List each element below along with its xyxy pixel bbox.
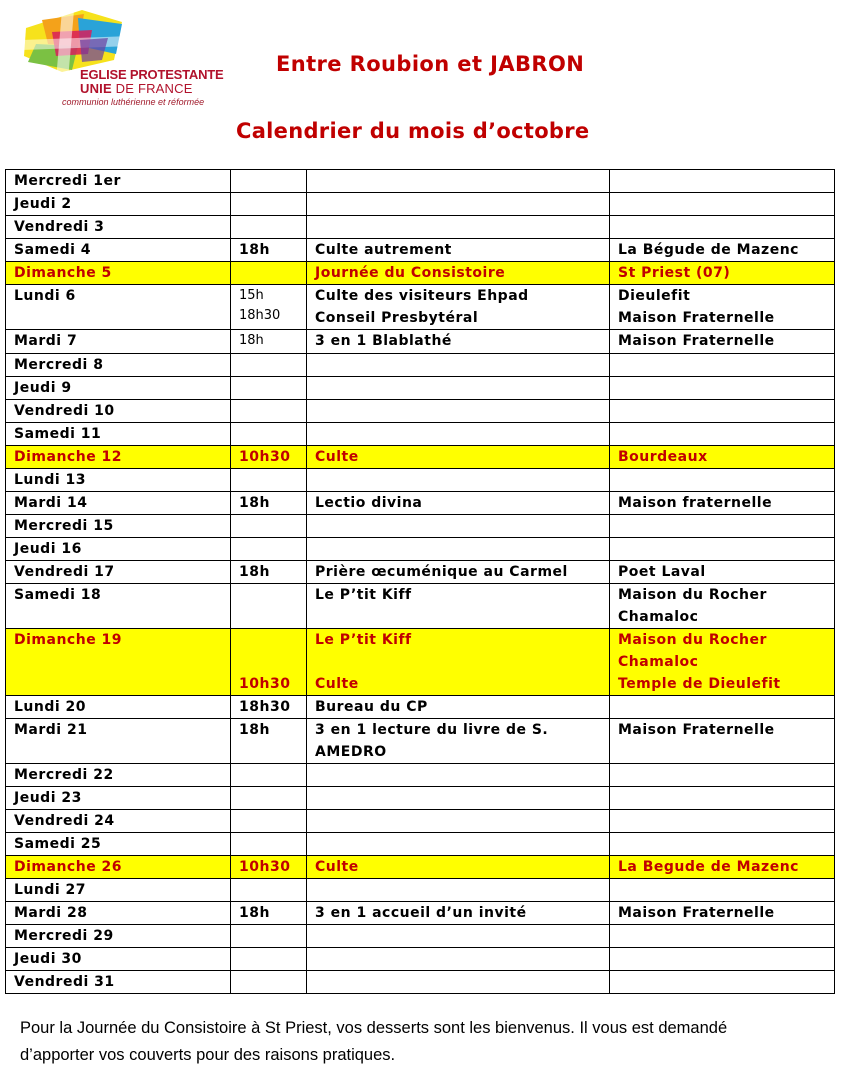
- event-cell: [307, 879, 610, 902]
- time-cell: [231, 354, 307, 377]
- table-row: [6, 810, 835, 833]
- time-cell: [231, 400, 307, 423]
- time-cell: [231, 538, 307, 561]
- time-cell: [231, 764, 307, 787]
- time-cell: 10h30: [231, 446, 307, 469]
- event-cell: [307, 833, 610, 856]
- table-row: [6, 856, 835, 879]
- event-cell: [307, 810, 610, 833]
- time-cell: [231, 515, 307, 538]
- time-cell: [231, 787, 307, 810]
- event-cell: Le P’tit Kiff Culte: [307, 629, 610, 696]
- table-row: [6, 423, 835, 446]
- place-cell: La Bégude de Mazenc: [610, 239, 835, 262]
- place-cell: St Priest (07): [610, 262, 835, 285]
- table-row: [6, 719, 835, 764]
- table-row: [6, 170, 835, 193]
- day-cell: Samedi 18: [6, 584, 231, 629]
- event-cell: [307, 170, 610, 193]
- table-row: [6, 400, 835, 423]
- place-cell: [610, 925, 835, 948]
- time-cell: 18h: [231, 239, 307, 262]
- place-cell: [610, 538, 835, 561]
- place-cell: Maison du Rocher Chamaloc Temple de Dieulefit: [610, 629, 835, 696]
- time-cell: [231, 377, 307, 400]
- day-cell: Lundi 20: [6, 696, 231, 719]
- table-row: [6, 285, 835, 330]
- day-cell: Lundi 27: [6, 879, 231, 902]
- event-cell: [307, 764, 610, 787]
- logo-line-2: UNIE DE FRANCE: [80, 81, 193, 96]
- event-cell: [307, 216, 610, 239]
- place-cell: [610, 971, 835, 994]
- day-cell: Jeudi 30: [6, 948, 231, 971]
- day-cell: Mercredi 1er: [6, 170, 231, 193]
- table-row: [6, 239, 835, 262]
- table-row: [6, 629, 835, 696]
- event-cell: 3 en 1 accueil d’un invité: [307, 902, 610, 925]
- time-cell: 10h30: [231, 856, 307, 879]
- table-row: [6, 764, 835, 787]
- event-cell: Culte: [307, 856, 610, 879]
- event-cell: [307, 971, 610, 994]
- day-cell: Samedi 4: [6, 239, 231, 262]
- day-cell: Jeudi 2: [6, 193, 231, 216]
- event-cell: Culte autrement: [307, 239, 610, 262]
- day-cell: Vendredi 24: [6, 810, 231, 833]
- table-row: [6, 492, 835, 515]
- place-cell: Poet Laval: [610, 561, 835, 584]
- time-cell: 18h: [231, 561, 307, 584]
- time-cell: [231, 879, 307, 902]
- event-cell: [307, 377, 610, 400]
- day-cell: Jeudi 9: [6, 377, 231, 400]
- time-cell: [231, 469, 307, 492]
- logo-line-1: EGLISE PROTESTANTE: [80, 67, 224, 82]
- day-cell: Mardi 14: [6, 492, 231, 515]
- time-cell: [231, 971, 307, 994]
- place-cell: [610, 377, 835, 400]
- time-cell: 18h: [231, 902, 307, 925]
- day-cell: Mardi 28: [6, 902, 231, 925]
- place-cell: [610, 354, 835, 377]
- table-row: [6, 262, 835, 285]
- place-cell: [610, 400, 835, 423]
- day-cell: Samedi 11: [6, 423, 231, 446]
- place-cell: [610, 810, 835, 833]
- table-row: [6, 696, 835, 719]
- place-cell: Maison Fraternelle: [610, 330, 835, 354]
- place-cell: [610, 216, 835, 239]
- event-cell: [307, 193, 610, 216]
- event-cell: [307, 423, 610, 446]
- footer-note: Pour la Journée du Consistoire à St Priest, vos desserts sont les bienvenus. Il vous est demandé d’apporter vos couverts pour des raisons pratiques.: [20, 1019, 728, 1064]
- place-cell: [610, 764, 835, 787]
- logo-tagline: communion luthérienne et réformée: [62, 97, 205, 107]
- day-cell: Mercredi 22: [6, 764, 231, 787]
- table-row: [6, 538, 835, 561]
- day-cell: Mardi 7: [6, 330, 231, 354]
- event-cell: Lectio divina: [307, 492, 610, 515]
- day-cell: Mercredi 29: [6, 925, 231, 948]
- place-cell: Dieulefit Maison Fraternelle: [610, 285, 835, 330]
- place-cell: [610, 948, 835, 971]
- place-cell: Maison Fraternelle: [610, 719, 835, 764]
- table-row: [6, 948, 835, 971]
- event-cell: [307, 400, 610, 423]
- time-cell: [231, 810, 307, 833]
- day-cell: Dimanche 5: [6, 262, 231, 285]
- table-row: [6, 446, 835, 469]
- time-cell: [231, 925, 307, 948]
- time-cell: [231, 170, 307, 193]
- event-cell: 3 en 1 Blablathé: [307, 330, 610, 354]
- event-cell: [307, 787, 610, 810]
- table-row: [6, 971, 835, 994]
- table-row: [6, 584, 835, 629]
- day-cell: Mercredi 15: [6, 515, 231, 538]
- day-cell: Mardi 21: [6, 719, 231, 764]
- time-cell: 18h: [231, 719, 307, 764]
- time-cell: [231, 216, 307, 239]
- logo: [22, 10, 262, 110]
- day-cell: Vendredi 3: [6, 216, 231, 239]
- event-cell: [307, 538, 610, 561]
- day-cell: Jeudi 16: [6, 538, 231, 561]
- place-cell: [610, 879, 835, 902]
- time-cell: 18h30: [231, 696, 307, 719]
- event-cell: Bureau du CP: [307, 696, 610, 719]
- event-cell: [307, 515, 610, 538]
- table-row: [6, 561, 835, 584]
- day-cell: Dimanche 26: [6, 856, 231, 879]
- time-cell: [231, 193, 307, 216]
- place-cell: [610, 423, 835, 446]
- event-cell: [307, 925, 610, 948]
- day-cell: Vendredi 17: [6, 561, 231, 584]
- place-cell: [610, 515, 835, 538]
- event-cell: Culte des visiteurs Ehpad Conseil Presbytéral: [307, 285, 610, 330]
- day-cell: Jeudi 23: [6, 787, 231, 810]
- place-cell: [610, 833, 835, 856]
- time-cell: 10h30: [231, 629, 307, 696]
- day-cell: Dimanche 19: [6, 629, 231, 696]
- place-cell: [610, 787, 835, 810]
- place-cell: [610, 696, 835, 719]
- table-row: [6, 377, 835, 400]
- place-cell: Bourdeaux: [610, 446, 835, 469]
- calendar-title: Calendrier du mois d’octobre: [236, 119, 590, 143]
- day-cell: Mercredi 8: [6, 354, 231, 377]
- time-cell: 18h: [231, 492, 307, 515]
- event-cell: 3 en 1 lecture du livre de S. AMEDRO: [307, 719, 610, 764]
- table-row: [6, 515, 835, 538]
- day-cell: Vendredi 10: [6, 400, 231, 423]
- place-cell: [610, 170, 835, 193]
- table-row: [6, 193, 835, 216]
- event-cell: [307, 469, 610, 492]
- table-row: [6, 216, 835, 239]
- time-cell: 18h: [231, 330, 307, 354]
- page-title: Entre Roubion et JABRON: [276, 52, 585, 76]
- table-row: [6, 925, 835, 948]
- time-cell: [231, 948, 307, 971]
- table-row: [6, 902, 835, 925]
- event-cell: Journée du Consistoire: [307, 262, 610, 285]
- event-cell: Culte: [307, 446, 610, 469]
- calendar-body: [6, 170, 835, 994]
- place-cell: [610, 469, 835, 492]
- time-cell: [231, 423, 307, 446]
- place-cell: Maison du Rocher Chamaloc: [610, 584, 835, 629]
- place-cell: Maison fraternelle: [610, 492, 835, 515]
- event-cell: Prière œcuménique au Carmel: [307, 561, 610, 584]
- table-row: [6, 330, 835, 354]
- time-cell: [231, 262, 307, 285]
- place-cell: La Begude de Mazenc: [610, 856, 835, 879]
- table-row: [6, 787, 835, 810]
- day-cell: Dimanche 12: [6, 446, 231, 469]
- day-cell: Lundi 13: [6, 469, 231, 492]
- event-cell: [307, 354, 610, 377]
- event-cell: Le P’tit Kiff: [307, 584, 610, 629]
- day-cell: Samedi 25: [6, 833, 231, 856]
- table-row: [6, 354, 835, 377]
- table-row: [6, 833, 835, 856]
- place-cell: [610, 193, 835, 216]
- time-cell: 15h 18h30: [231, 285, 307, 330]
- time-cell: [231, 584, 307, 629]
- time-cell: [231, 833, 307, 856]
- event-cell: [307, 948, 610, 971]
- table-row: [6, 469, 835, 492]
- day-cell: Lundi 6: [6, 285, 231, 330]
- table-row: [6, 879, 835, 902]
- calendar-table: [5, 169, 835, 994]
- place-cell: Maison Fraternelle: [610, 902, 835, 925]
- day-cell: Vendredi 31: [6, 971, 231, 994]
